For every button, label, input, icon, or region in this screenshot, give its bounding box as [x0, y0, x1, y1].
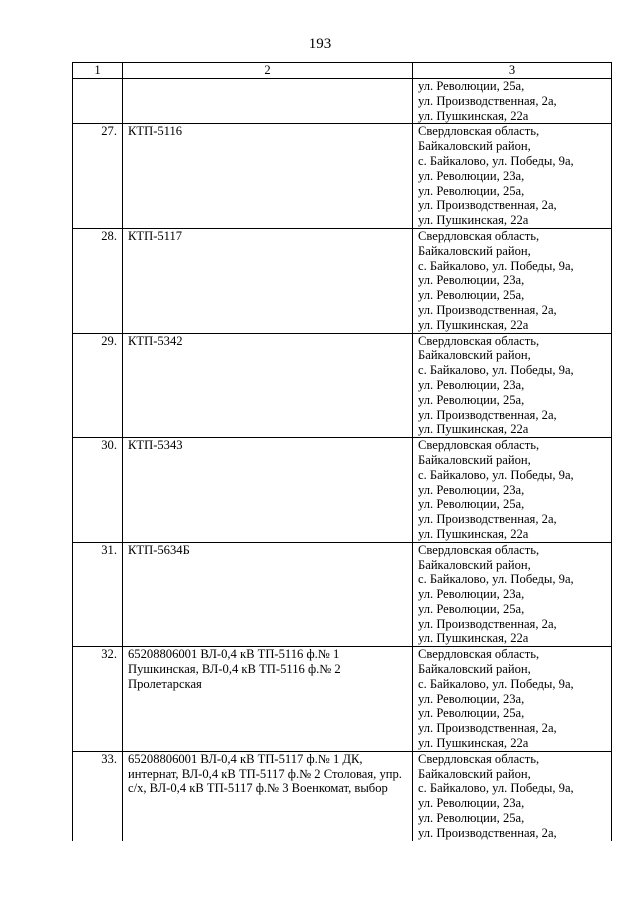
table-body	[73, 79, 612, 841]
address-line: Байкаловский район,	[418, 243, 531, 258]
address-line: с. Байкалово, ул. Победы, 9а,	[418, 676, 574, 691]
address-line: Свердловская область,	[418, 124, 540, 139]
address-line: Свердловская область,	[418, 438, 540, 453]
table-row	[73, 124, 612, 229]
address-line: ул. Пушкинская, 22а	[418, 108, 529, 123]
address-line: ул. Пушкинская, 22а	[418, 317, 529, 332]
address-line: ул. Революции, 25а,	[418, 811, 525, 826]
address-line: ул. Производственная, 2а,	[418, 93, 557, 108]
object-name: 65208806001 ВЛ-0,4 кВ ТП-5116 ф.№ 1 Пушкинская, ВЛ-0,4 кВ ТП-5116 ф.№ 2 Пролетарская	[123, 647, 413, 752]
address-line: ул. Революции, 25а,	[418, 601, 525, 616]
row-number: 28.	[73, 228, 123, 333]
address-line: ул. Производственная, 2а,	[418, 616, 557, 631]
table-row	[73, 438, 612, 543]
object-address	[413, 542, 612, 647]
address-line: с. Байкалово, ул. Победы, 9а,	[418, 153, 574, 168]
address-line: с. Байкалово, ул. Победы, 9а,	[418, 572, 574, 587]
address-line: с. Байкалово, ул. Победы, 9а,	[418, 363, 574, 378]
row-number: 33.	[73, 751, 123, 840]
address-line: Свердловская область,	[418, 228, 540, 243]
address-line: ул. Революции, 25а,	[418, 79, 525, 93]
address-line: Байкаловский район,	[418, 557, 531, 572]
object-name: КТП-5634Б	[123, 542, 413, 647]
address-line: Байкаловский район,	[418, 348, 531, 363]
address-line: ул. Революции, 23а,	[418, 796, 525, 811]
object-name: КТП-5343	[123, 438, 413, 543]
address-line: Байкаловский район,	[418, 766, 531, 781]
row-number: 32.	[73, 647, 123, 752]
row-number: 29.	[73, 333, 123, 438]
address-line: ул. Революции, 23а,	[418, 168, 525, 183]
object-address	[413, 124, 612, 229]
header-col-2: 2	[123, 63, 413, 79]
address-line: ул. Пушкинская, 22а	[418, 422, 529, 437]
table-row	[73, 542, 612, 647]
row-number: 27.	[73, 124, 123, 229]
object-address	[413, 751, 612, 840]
continuation-row	[73, 79, 612, 124]
row-number	[73, 79, 123, 124]
object-address	[413, 438, 612, 543]
object-name: КТП-5116	[123, 124, 413, 229]
page-number: 193	[308, 36, 332, 52]
object-name: КТП-5342	[123, 333, 413, 438]
address-line: Байкаловский район,	[418, 662, 531, 677]
table-row	[73, 333, 612, 438]
row-number: 31.	[73, 542, 123, 647]
address-line: ул. Революции, 23а,	[418, 587, 525, 602]
address-line: Байкаловский район,	[418, 139, 531, 154]
address-line: ул. Революции, 25а,	[418, 706, 525, 721]
table-row	[73, 228, 612, 333]
address-line: ул. Революции, 23а,	[418, 377, 525, 392]
address-line: ул. Производственная, 2а,	[418, 198, 557, 213]
address-line: Свердловская область,	[418, 647, 540, 662]
address-line: ул. Революции, 23а,	[418, 482, 525, 497]
address-line: ул. Производственная, 2а,	[418, 302, 557, 317]
address-line: ул. Революции, 25а,	[418, 288, 525, 303]
address-line: Байкаловский район,	[418, 452, 531, 467]
address-line: Свердловская область,	[418, 333, 540, 348]
address-line: ул. Пушкинская, 22а	[418, 213, 529, 228]
row-number: 30.	[73, 438, 123, 543]
address-line: ул. Революции, 23а,	[418, 691, 525, 706]
address-line: ул. Революции, 25а,	[418, 497, 525, 512]
object-name: КТП-5117	[123, 228, 413, 333]
header-col-3: 3	[413, 63, 612, 79]
address-line: с. Байкалово, ул. Победы, 9а,	[418, 781, 574, 796]
address-line: ул. Производственная, 2а,	[418, 721, 557, 736]
address-line: с. Байкалово, ул. Победы, 9а,	[418, 258, 574, 273]
header-col-1: 1	[73, 63, 123, 79]
object-address	[413, 333, 612, 438]
object-address	[413, 79, 612, 124]
table-row	[73, 751, 612, 840]
address-line: ул. Производственная, 2а,	[418, 825, 557, 840]
address-line: ул. Производственная, 2а,	[418, 407, 557, 422]
object-address	[413, 228, 612, 333]
address-line: ул. Революции, 25а,	[418, 183, 525, 198]
object-name: 65208806001 ВЛ-0,4 кВ ТП-5117 ф.№ 1 ДК, интернат, ВЛ-0,4 кВ ТП-5117 ф.№ 2 Столовая, упр. с/х, ВЛ-0,4 кВ ТП-5117 ф.№ 3 Военкомат, выбор	[123, 751, 413, 840]
address-line: ул. Пушкинская, 22а	[418, 736, 529, 751]
address-line: ул. Производственная, 2а,	[418, 512, 557, 527]
address-line: ул. Пушкинская, 22а	[418, 631, 529, 646]
header-row	[73, 63, 612, 79]
object-name	[123, 79, 413, 124]
address-line: Свердловская область,	[418, 542, 540, 557]
address-line: Свердловская область,	[418, 751, 540, 766]
address-line: ул. Революции, 25а,	[418, 392, 525, 407]
registry-table	[72, 62, 612, 841]
address-line: ул. Революции, 23а,	[418, 273, 525, 288]
address-line: с. Байкалово, ул. Победы, 9а,	[418, 467, 574, 482]
object-address	[413, 647, 612, 752]
table-row	[73, 647, 612, 752]
address-line: ул. Пушкинская, 22а	[418, 526, 529, 541]
